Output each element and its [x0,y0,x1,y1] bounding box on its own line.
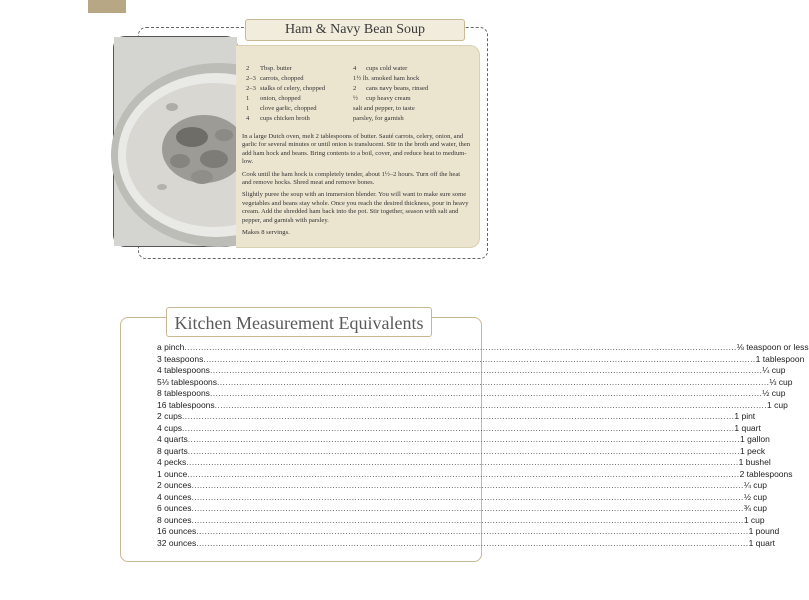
measurement-amount: 2 cups [157,411,183,422]
ingredient-qty: 2–3 [246,85,256,92]
measurement-row [157,411,756,423]
dot-leader: ........................................................................................................................................................................................................ [182,422,735,433]
measurement-equivalent: 1 bushel [738,457,771,468]
measurement-equivalent: 1 cup [743,514,765,525]
measurement-row [157,537,776,550]
dot-leader: ........................................................................................................................................................................................................ [196,526,749,537]
dot-leader: ........................................................................................................................................................................................................ [191,480,744,491]
ingredient-item: cups chicken broth [260,115,310,122]
measurement-equivalent: 1 quart [748,537,776,548]
measurement-equivalent: 1 cup [767,399,788,410]
ingredient-row [246,64,428,74]
measurement-equivalent: 2 tablespoons [739,468,793,479]
measurement-row [157,353,805,366]
measurement-row [157,457,771,469]
measurement-amount: 4 tablespoons [157,365,210,376]
ingredient-row [246,114,428,124]
measurement-row [157,376,793,389]
ingredient-row [246,84,428,94]
measurement-row [157,514,765,527]
dot-leader: ........................................................................................................................................................................................................ [187,434,741,445]
dot-leader: ........................................................................................................................................................................................................ [191,503,744,514]
measurement-row [157,422,761,435]
ingredient-qty: 1 [246,105,250,112]
ingredient-row [246,74,428,84]
ingredient-qty2: parsley, for garnish [353,115,404,122]
measurement-row [157,342,809,354]
measurement-equivalent: ¼ cup [743,480,767,491]
dot-leader: ........................................................................................................................................................................................................ [184,342,737,352]
measurement-amount: 16 ounces [157,526,197,537]
soup-photo [113,36,238,247]
instruction-paragraph: Slightly puree the soup with an immersion blender. You will want to make sure some vegetables and beans stay whole. Once you reach the desired thickness, pour in heavy cream. Add the shredded ham back into the pot. Stir together, season with salt and pepper, and garnish with parsley. [242,191,469,224]
measurement-equivalent: 1 quart [734,422,761,433]
dot-leader: ........................................................................................................................................................................................................ [214,399,767,410]
measurement-row [157,503,767,515]
ingredient-row [246,104,428,114]
ingredient-qty: 2 [246,65,250,72]
measurements-list [157,342,809,549]
ingredient-item: stalks of celery, chopped [260,85,326,92]
measurement-amount: 6 ounces [157,503,192,514]
measurement-row [157,399,788,412]
measurement-equivalent: ⅓ cup [769,376,793,387]
corner-tab [88,0,126,13]
ingredient-item: clove garlic, chopped [260,105,317,112]
instruction-paragraph: Cook until the ham hock is completely tender, about 1½–2 hours. Turn off the heat and remove hocks. Shred meat and remove bones. [242,170,461,187]
servings-note: Makes 8 servings. [242,229,290,237]
ingredient-item: Tbsp. butter [260,65,292,72]
measurement-equivalent: ¾ cup [743,503,767,514]
measurement-amount: 16 tablespoons [157,399,215,410]
instruction-paragraph: In a large Dutch oven, melt 2 tablespoons of butter. Sauté carrots, celery, onion, and garlic for several minutes or until onion is translucent. Stir in the broth and water, then add ham hock and beans. Bring contents to a boil, cover, and reduce heat to medium-low. [242,133,471,166]
measurement-amount: 2 ounces [157,480,192,491]
dot-leader: ........................................................................................................................................................................................................ [182,411,735,422]
measurement-equivalent: ½ cup [762,388,786,399]
measurement-equivalent: 1 gallon [740,434,770,445]
dot-leader: ........................................................................................................................................................................................................ [209,365,763,376]
measurement-amount: 4 quarts [157,434,188,445]
ingredient-item: carrots, chopped [260,75,304,82]
measurement-equivalent: ⅛ teaspoon or less [736,342,809,352]
measurement-row [157,480,767,492]
dot-leader: ........................................................................................................................................................................................................ [191,491,744,502]
ingredient-qty2: ½ [353,95,358,102]
ingredient-item2: cans navy beans, rinsed [366,85,429,92]
measurement-amount: 4 cups [157,422,183,433]
measurement-amount: 4 ounces [157,491,192,502]
measurements-title: Kitchen Measurement Equivalents [166,307,432,337]
ingredient-qty2: 1½ lb. smoked ham hock [353,75,420,82]
dot-leader: ........................................................................................................................................................................................................ [209,388,763,399]
measurement-row [157,388,786,400]
measurement-equivalent: ½ cup [743,491,767,502]
dot-leader: ........................................................................................................................................................................................................ [191,514,744,525]
dot-leader: ........................................................................................................................................................................................................ [187,468,740,479]
measurement-amount: 32 ounces [157,537,197,548]
dot-leader: ........................................................................................................................................................................................................ [196,537,749,548]
measurement-row [157,365,786,377]
measurement-row [157,526,780,538]
measurement-equivalent: 1 tablespoon [755,353,805,364]
ingredient-item: onion, chopped [260,95,301,102]
ingredient-qty2: 2 [353,85,357,92]
recipe-body [236,45,480,248]
measurement-amount: 3 teaspoons [157,353,204,364]
ingredient-qty2: 4 [353,65,357,72]
measurement-row [157,434,770,446]
dot-leader: ........................................................................................................................................................................................................ [203,353,756,364]
measurement-row [157,445,766,458]
measurement-amount: 1 ounce [157,468,188,479]
measurement-equivalent: 1 pound [748,526,780,537]
ingredient-qty: 2–3 [246,75,256,82]
ingredient-qty2: salt and pepper, to taste [353,105,415,112]
ingredients-table [246,64,428,124]
ingredient-item2: cup heavy cream [366,95,411,102]
measurement-amount: 8 quarts [157,445,188,456]
measurement-equivalent: 1 pint [734,411,756,422]
dot-leader: ........................................................................................................................................................................................................ [187,445,741,456]
measurement-equivalent: 1 peck [740,445,766,456]
measurement-amount: 8 tablespoons [157,388,210,399]
ingredient-item2: cups cold water [366,65,408,72]
dot-leader: ........................................................................................................................................................................................................ [217,376,770,387]
dot-leader: ........................................................................................................................................................................................................ [186,457,739,468]
measurement-amount: 8 ounces [157,514,192,525]
measurement-equivalent: ¼ cup [762,365,786,376]
measurement-amount: 4 pecks [157,457,187,468]
measurement-amount: a pinch [157,342,185,352]
measurement-row [157,491,767,504]
measurement-amount: 5⅓ tablespoons [157,376,218,387]
ingredient-qty: 4 [246,115,250,122]
ingredient-qty: 1 [246,95,250,102]
ingredient-row [246,94,428,104]
measurement-row [157,468,793,481]
recipe-title: Ham & Navy Bean Soup [245,19,465,41]
